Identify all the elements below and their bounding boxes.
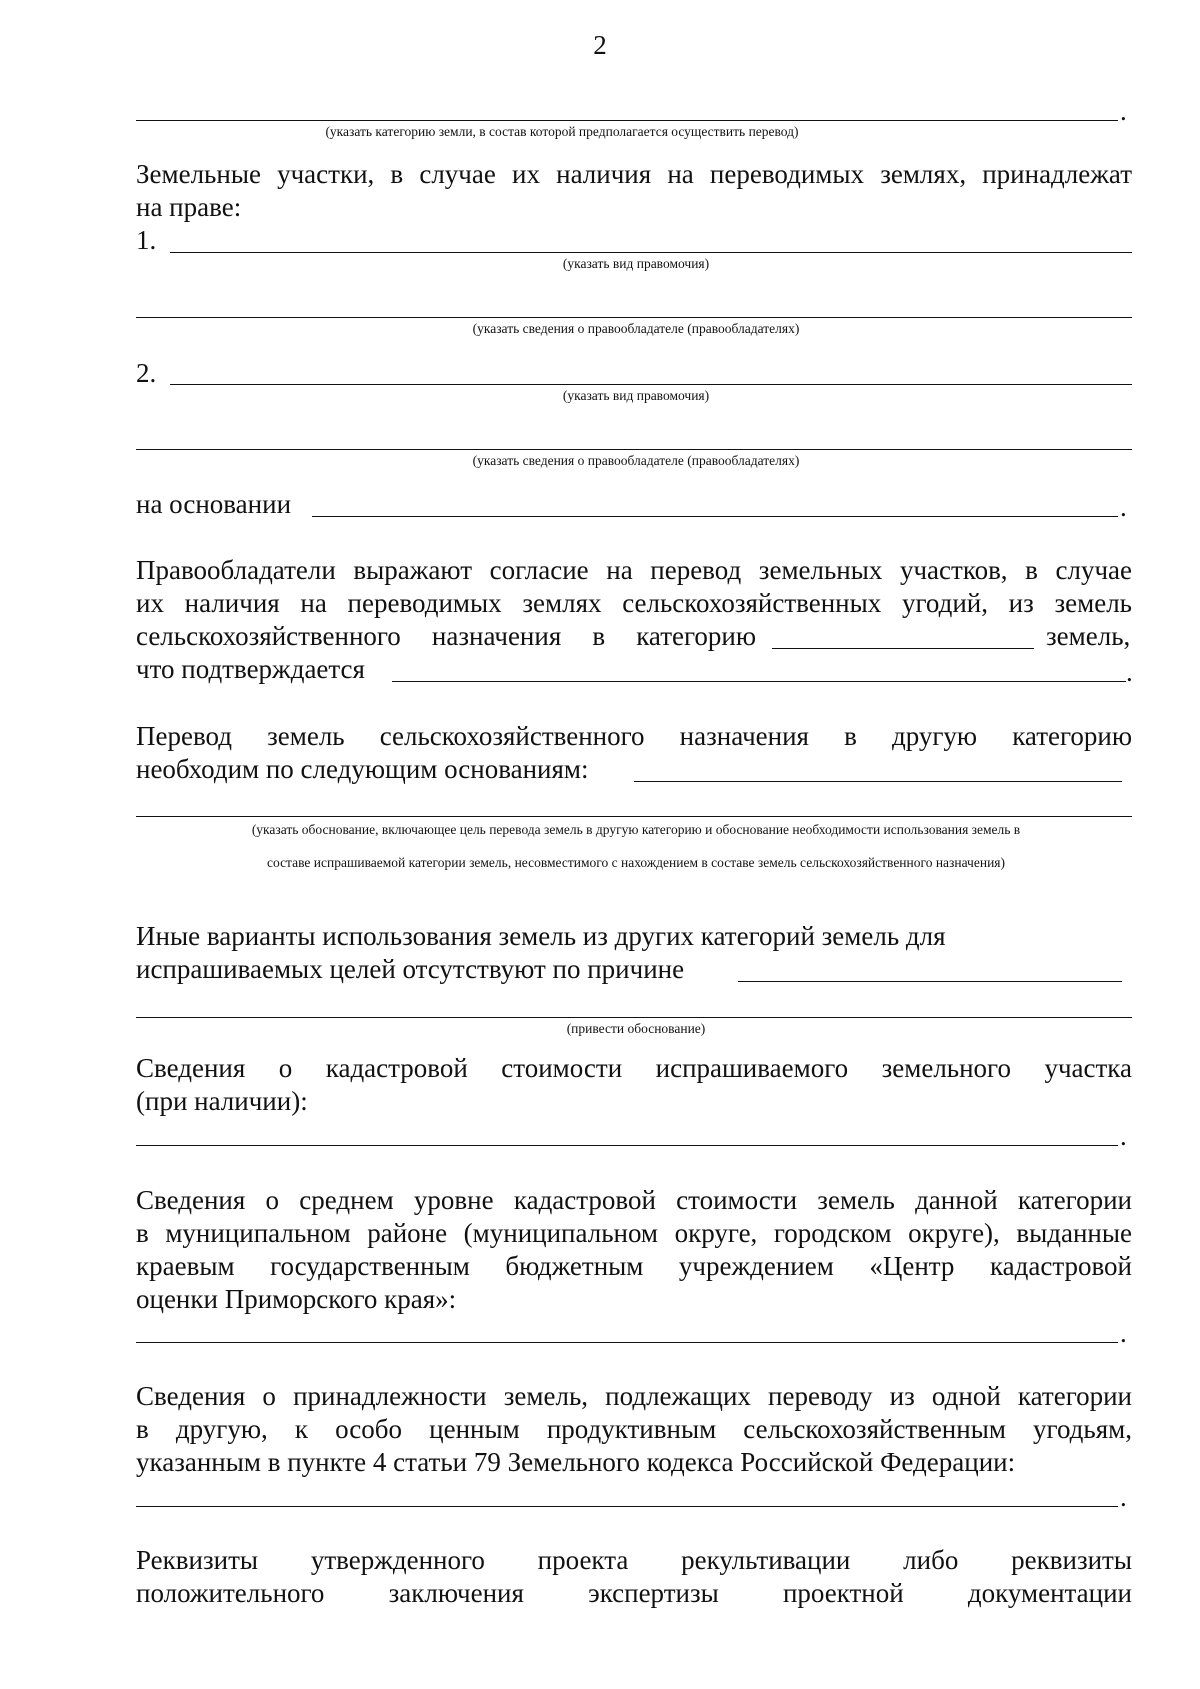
basis-label: на основании <box>136 489 292 519</box>
item-2-holder-hint: (указать сведения о правообладателе (правообладателях) <box>472 453 800 468</box>
reason-field-1[interactable] <box>738 981 1122 982</box>
item-2-number: 2. <box>136 358 157 388</box>
requisites-line1: Реквизиты утвержденного проекта рекультивации либо реквизиты <box>136 1545 1132 1575</box>
transfer-line2: необходим по следующим основаниям: <box>136 754 589 784</box>
period: . <box>1120 1121 1127 1151</box>
basis-field[interactable] <box>312 516 1118 517</box>
item-1-holder-hint: (указать сведения о правообладателе (правообладателях) <box>472 321 800 336</box>
consent-line3a: сельскохозяйственного назначения в категорию <box>136 621 756 651</box>
confirmation-field[interactable] <box>392 681 1126 682</box>
category-hint: (указать категорию земли, в состав которой предполагается осуществить перевод) <box>325 124 799 139</box>
item-1-right-hint: (указать вид правомочия) <box>562 256 710 271</box>
item-1-holder-field[interactable] <box>136 317 1132 318</box>
transfer-grounds-field-1[interactable] <box>634 781 1122 782</box>
avg-line2: в муниципальном районе (муниципальном округе, городском округе), выданные <box>136 1218 1132 1248</box>
requisites-line2: положительного заключения экспертизы проектной документации <box>136 1578 1132 1608</box>
period: . <box>1120 1318 1127 1348</box>
cadastral-line1: Сведения о кадастровой стоимости испрашиваемого земельного участка <box>136 1053 1132 1083</box>
consent-line3b: земель, <box>1046 621 1131 651</box>
item-2-right-hint: (указать вид правомочия) <box>562 388 710 403</box>
period: . <box>1126 657 1133 687</box>
category-field[interactable] <box>136 120 1118 121</box>
other-line1: Иные варианты использования земель из других категорий земель для <box>136 921 946 951</box>
item-1-number: 1. <box>136 225 157 255</box>
transfer-grounds-field-2[interactable] <box>136 816 1132 817</box>
valuable-field[interactable] <box>136 1506 1118 1507</box>
justification-hint-line2: составе испрашиваемой категории земель, несовместимого с нахождением в составе земель сельскохозяйственного назначения) <box>266 855 1005 870</box>
consent-line4: что подтверждается <box>136 654 365 684</box>
valuable-line2: в другую, к особо ценным продуктивным сельскохозяйственным угодьям, <box>136 1414 1132 1444</box>
item-1-right-field[interactable] <box>170 252 1132 253</box>
item-2-holder-field[interactable] <box>136 449 1132 450</box>
avg-line4: оценки Приморского края»: <box>136 1284 457 1314</box>
justification-hint-line1: (указать обоснование, включающее цель перевода земель в другую категорию и обоснование необходимости использования земель в <box>251 822 1021 837</box>
cadastral-value-field[interactable] <box>136 1145 1118 1146</box>
valuable-line3: указанным в пункте 4 статьи 79 Земельного кодекса Российской Федерации: <box>136 1447 1016 1477</box>
reason-field-2[interactable] <box>136 1017 1132 1018</box>
cadastral-line2: (при наличии): <box>136 1086 308 1116</box>
plots-text-line1: Земельные участки, в случае их наличия на переводимых землях, принадлежат <box>136 159 1132 189</box>
other-line2: испрашиваемых целей отсутствуют по причине <box>136 954 685 984</box>
valuable-line1: Сведения о принадлежности земель, подлежащих переводу из одной категории <box>136 1381 1132 1411</box>
page-number: 2 <box>593 30 607 60</box>
target-category-field[interactable] <box>772 648 1034 649</box>
avg-value-field[interactable] <box>136 1342 1118 1343</box>
avg-line3: краевым государственным бюджетным учреждением «Центр кадастровой <box>136 1251 1132 1281</box>
period: . <box>1120 492 1127 522</box>
period: . <box>1120 96 1127 126</box>
consent-line2: их наличия на переводимых землях сельскохозяйственных угодий, из земель <box>136 588 1132 618</box>
transfer-line1: Перевод земель сельскохозяйственного назначения в другую категорию <box>136 721 1132 751</box>
period: . <box>1120 1482 1127 1512</box>
avg-line1: Сведения о среднем уровне кадастровой стоимости земель данной категории <box>136 1185 1132 1215</box>
consent-line1: Правообладатели выражают согласие на перевод земельных участков, в случае <box>136 555 1132 585</box>
item-2-right-field[interactable] <box>170 384 1132 385</box>
plots-text-line2: на праве: <box>136 192 242 222</box>
reason-hint: (привести обоснование) <box>566 1021 706 1036</box>
